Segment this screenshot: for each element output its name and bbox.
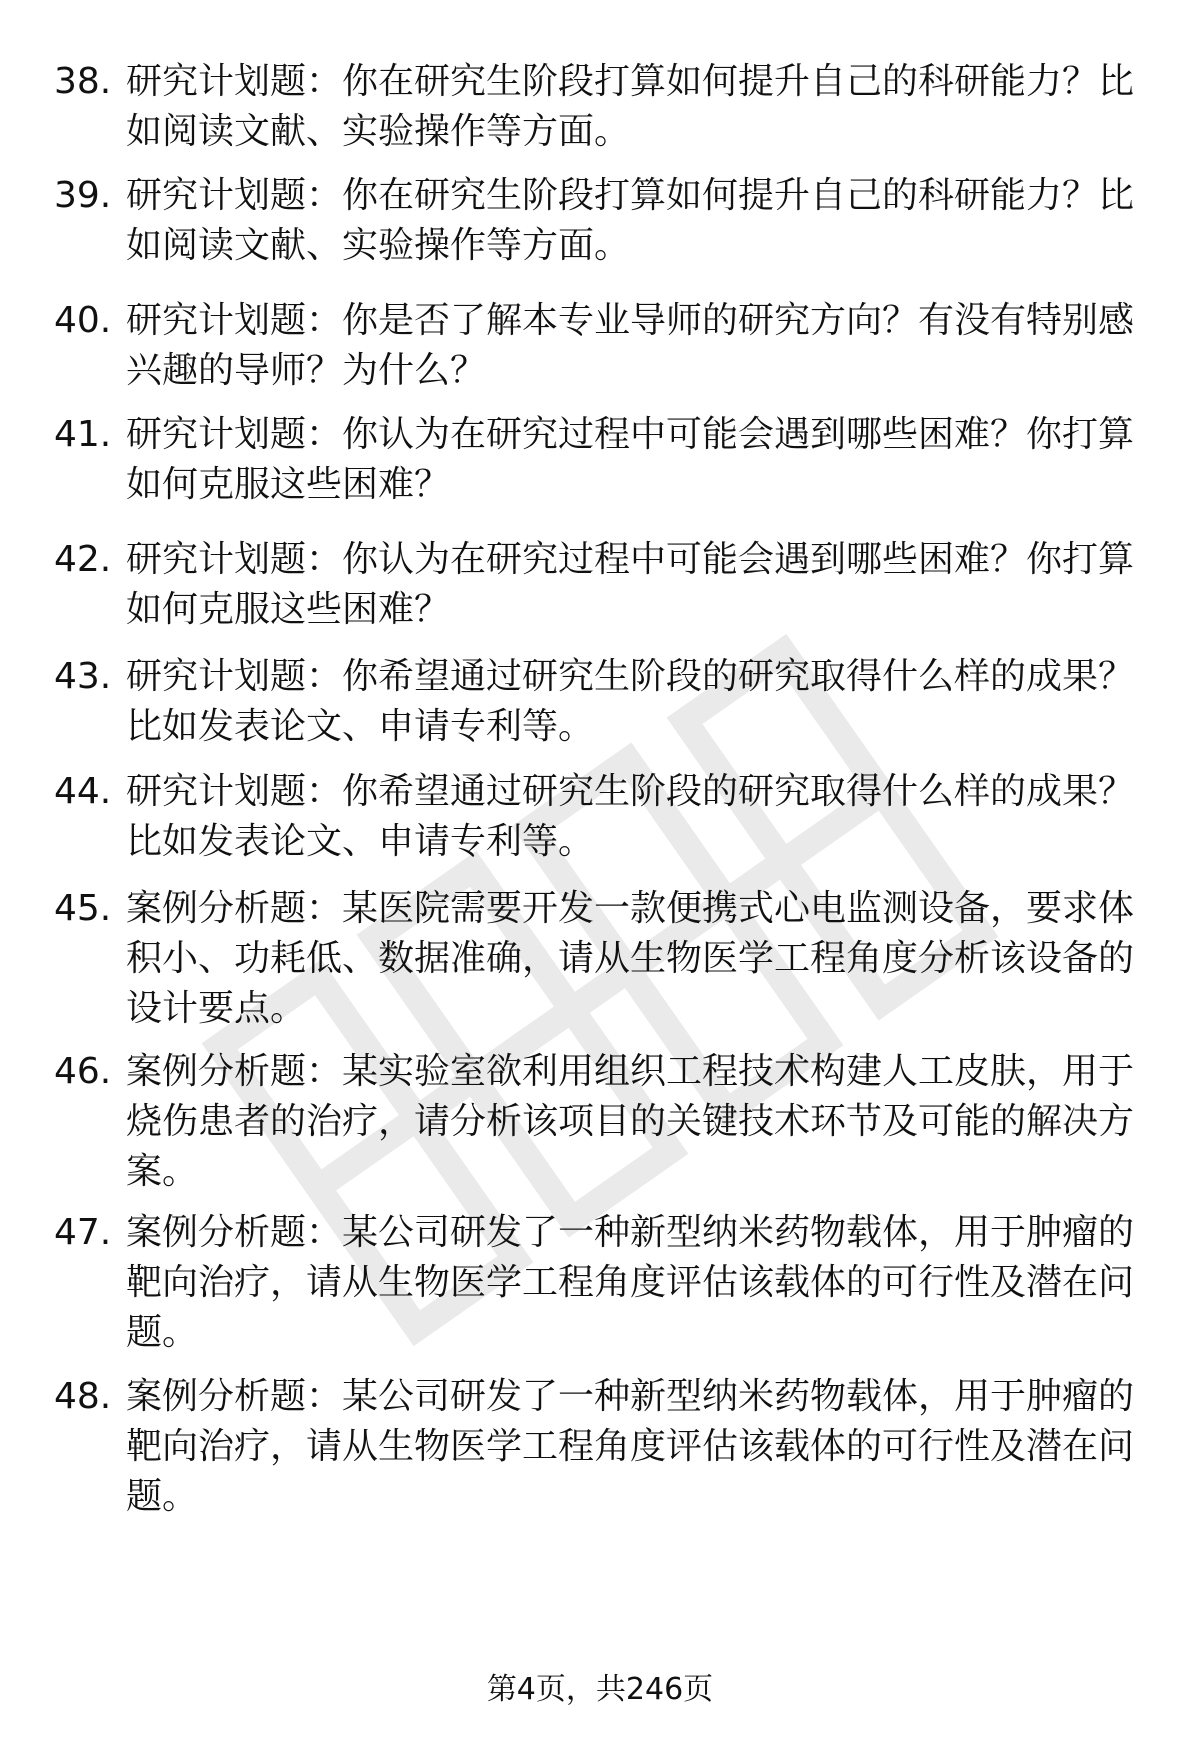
question-number: 40. <box>54 300 112 341</box>
question-text: 研究计划题：你是否了解本专业导师的研究方向？有没有特别感兴趣的导师？为什么？ <box>126 300 1135 391</box>
question-number: 44. <box>54 771 112 812</box>
question-number: 38. <box>54 61 112 102</box>
question-text: 研究计划题：你希望通过研究生阶段的研究取得什么样的成果？比如发表论文、申请专利等。 <box>126 771 1135 862</box>
question-number: 39. <box>54 175 112 216</box>
question-number: 45. <box>54 888 112 929</box>
question-text: 案例分析题：某公司研发了一种新型纳米药物载体，用于肿瘤的靶向治疗，请从生物医学工程角度评估该载体的可行性及潜在问题。 <box>126 1376 1135 1517</box>
question-number: 46. <box>54 1051 112 1092</box>
question-text: 案例分析题：某医院需要开发一款便携式心电监测设备，要求体积小、功耗低、数据准确，请从生物医学工程角度分析该设备的设计要点。 <box>126 888 1135 1029</box>
question-text: 研究计划题：你认为在研究过程中可能会遇到哪些困难？你打算如何克服这些困难？ <box>126 539 1135 630</box>
page-footer: 第4页，共246页 <box>486 1672 714 1707</box>
question-text: 研究计划题：你在研究生阶段打算如何提升自己的科研能力？比如阅读文献、实验操作等方面。 <box>126 175 1135 266</box>
question-number: 42. <box>54 539 112 580</box>
question-text: 研究计划题：你认为在研究过程中可能会遇到哪些困难？你打算如何克服这些困难？ <box>126 414 1135 505</box>
question-number: 41. <box>54 414 112 455</box>
question-text: 研究计划题：你在研究生阶段打算如何提升自己的科研能力？比如阅读文献、实验操作等方面。 <box>126 61 1135 152</box>
question-number: 47. <box>54 1212 112 1253</box>
question-number: 48. <box>54 1376 112 1417</box>
question-text: 案例分析题：某实验室欲利用组织工程技术构建人工皮肤，用于烧伤患者的治疗，请分析该项目的关键技术环节及可能的解决方案。 <box>126 1051 1135 1192</box>
question-text: 研究计划题：你希望通过研究生阶段的研究取得什么样的成果？比如发表论文、申请专利等。 <box>126 656 1135 747</box>
question-text: 案例分析题：某公司研发了一种新型纳米药物载体，用于肿瘤的靶向治疗，请从生物医学工程角度评估该载体的可行性及潜在问题。 <box>126 1212 1135 1353</box>
question-number: 43. <box>54 656 112 697</box>
